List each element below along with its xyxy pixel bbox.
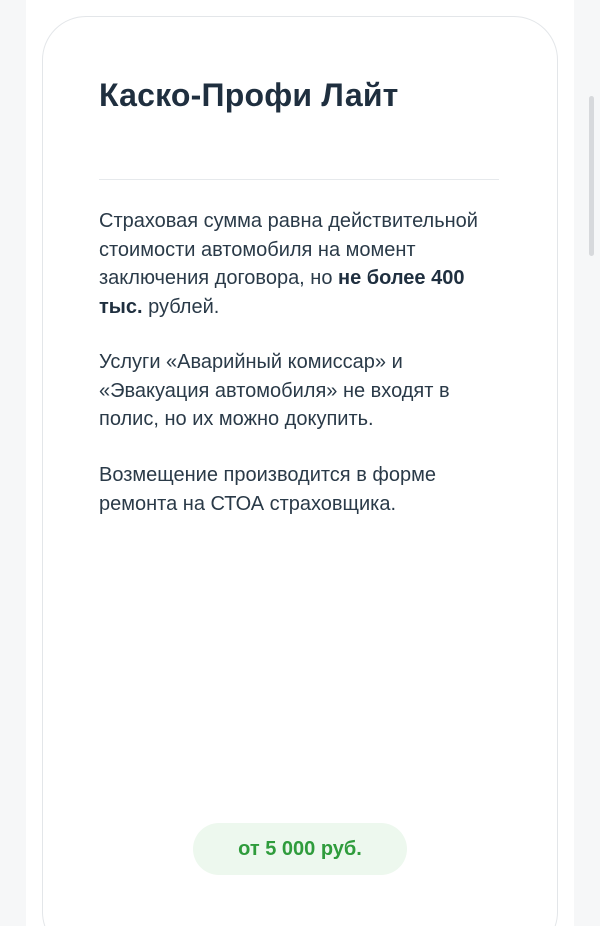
insured-sum-currency: рублей.: [142, 295, 220, 318]
insured-sum-limit: не более 400 тыс.: [99, 267, 465, 318]
services-description: Услуги «Аварийный комиссар» и «Эвакуация автомобиля» не входят в полис, но их можно докупить.: [99, 351, 450, 430]
compensation-description: Возмещение производится в форме ремонта на СТОА страховщика.: [99, 464, 436, 515]
insured-sum-text: Страховая сумма равна действительной стоимости автомобиля на момент заключения договора, но: [99, 210, 478, 289]
tariff-title: Каско-Профи Лайт: [99, 77, 399, 113]
insured-sum-description: [99, 207, 509, 321]
price-badge[interactable]: от 5 000 руб.: [193, 823, 407, 875]
scrollbar[interactable]: [589, 96, 594, 256]
tariff-card: [42, 16, 558, 926]
title-divider: [99, 179, 499, 180]
